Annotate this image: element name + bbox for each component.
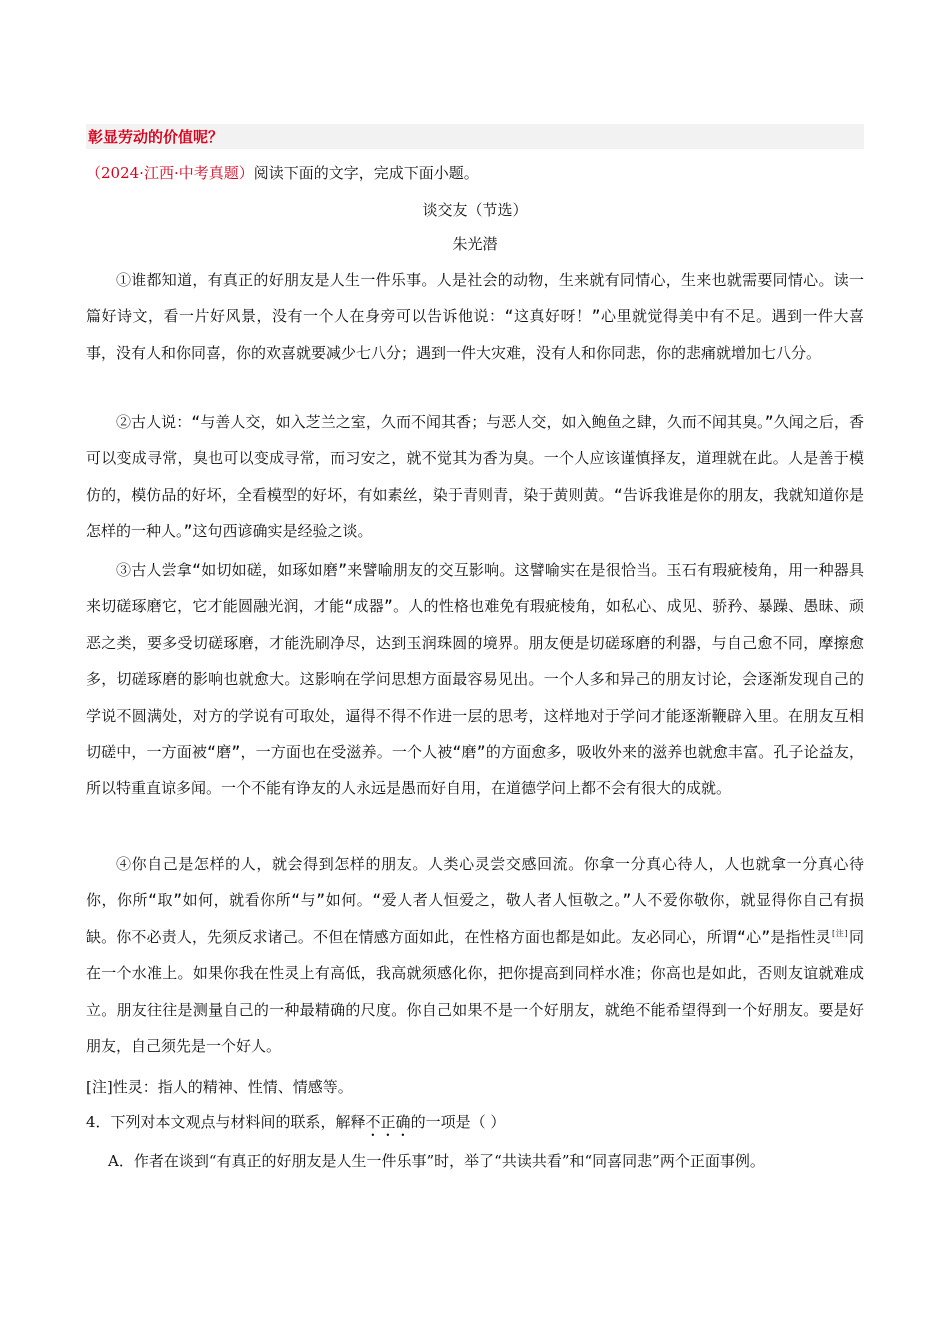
article-paragraph-4 [86, 846, 864, 1064]
article-paragraph-3: ③古人尝拿“如切如磋，如琢如磨”来譬喻朋友的交互影响。这譬喻实在是很恰当。玉石有瑕疵棱角，用一种器具来切磋琢磨它，它才能圆融光润，才能“成器”。人的性格也难免有瑕疵棱角，如私心、成见、骄矜、暴躁、愚昧、顽恶之类，要多受切磋琢磨，才能洗刷净尽，达到玉润珠圆的境界。朋友便是切磋琢磨的利器，与自己愈不同，摩擦愈多，切磋琢磨的影响也就愈大。这影响在学问思想方面最容易见出。一个人多和异己的朋友讨论，会逐渐发现自己的学说不圆满处，对方的学说有可取处，逼得不得不作进一层的思考，这样地对于学问才能逐渐鞭辟入里。在朋友互相切磋中，一方面被“磨”，一方面也在受滋养。一个人被“磨”的方面愈多，吸收外来的滋养也就愈丰富。孔子论益友，所以特重直谅多闻。一个不能有诤友的人永远是愚而好自用，在道德学问上都不会有很大的成就。 [86, 561, 864, 798]
previous-question-tail [86, 124, 864, 149]
question-emphasis: 不正确 [365, 1113, 411, 1131]
paragraph-4-part-b: 同在一个水准上。如果你我在性灵上有高低，我高就须感化你，把你提高到同样水准；你高也是如此，否则友谊就难成立。朋友往往是测量自己的一种最精确的尺度。你自己如果不是一个好朋友，就绝不能希望得到一个好朋友。要是好朋友，自己须先是一个好人。 [86, 927, 864, 1056]
source-instruction: 阅读下面的文字，完成下面小题。 [253, 164, 479, 182]
article-paragraph-1: ①谁都知道，有真正的好朋友是人生一件乐事。人是社会的动物，生来就有同情心，生来也就需要同情心。读一篇好诗文，看一片好风景，没有一个人在身旁可以告诉他说：“这真好呀！”心里就觉得美中有不足。遇到一件大喜事，没有人和你同喜，你的欢喜就要减少七八分；遇到一件大灾难，没有人和你同悲，你的悲痛就增加七八分。 [86, 271, 864, 362]
footnote-marker: [注] [830, 928, 849, 938]
article-author: 朱光潜 [452, 235, 498, 253]
previous-question-text: 彰显劳动的价值呢？ [88, 128, 224, 146]
paragraph-4-part-a: ④你自己是怎样的人，就会得到怎样的朋友。人类心灵尝交感回流。你拿一分真心待人，人也就拿一分真心待你，你所“取”如何，就看你所“与”如何。“爱人者人恒爱之，敬人者人恒敬之。”人不爱你敬你，就显得你自己有损缺。你不必责人，先须反求诸己。不但在情感方面如此，在性格方面也都是如此。友必同心，所谓“心”是指性灵 [86, 855, 864, 946]
question-suffix: 的一项是（ ） [410, 1113, 506, 1131]
option-a[interactable]: A．作者在谈到“有真正的好朋友是人生一件乐事”时，举了“共读共看”和“同喜同悲”两个正面事例。 [108, 1152, 765, 1170]
article-title: 谈交友（节选） [422, 201, 528, 219]
article-paragraph-2: ②古人说：“与善人交，如入芝兰之室，久而不闻其香；与恶人交，如入鲍鱼之肆，久而不闻其臭。”久闻之后，香可以变成寻常，臭也可以变成寻常，而习安之，就不觉其为香为臭。一个人应该谨慎择友，道理就在此。人是善于模仿的，模仿品的好坏，全看模型的好坏，有如素丝，染于青则青，染于黄则黄。“告诉我谁是你的朋友，我就知道你是怎样的一种人。”这句西谚确实是经验之谈。 [86, 413, 864, 541]
question-prefix: 4．下列对本文观点与材料间的联系，解释 [86, 1113, 366, 1131]
footnote: [注]性灵：指人的精神、性情、情感等。 [86, 1078, 353, 1096]
question-source-line [86, 162, 864, 183]
source-label: （2024·江西·中考真题） [86, 164, 254, 182]
question-4-stem [86, 1111, 864, 1140]
